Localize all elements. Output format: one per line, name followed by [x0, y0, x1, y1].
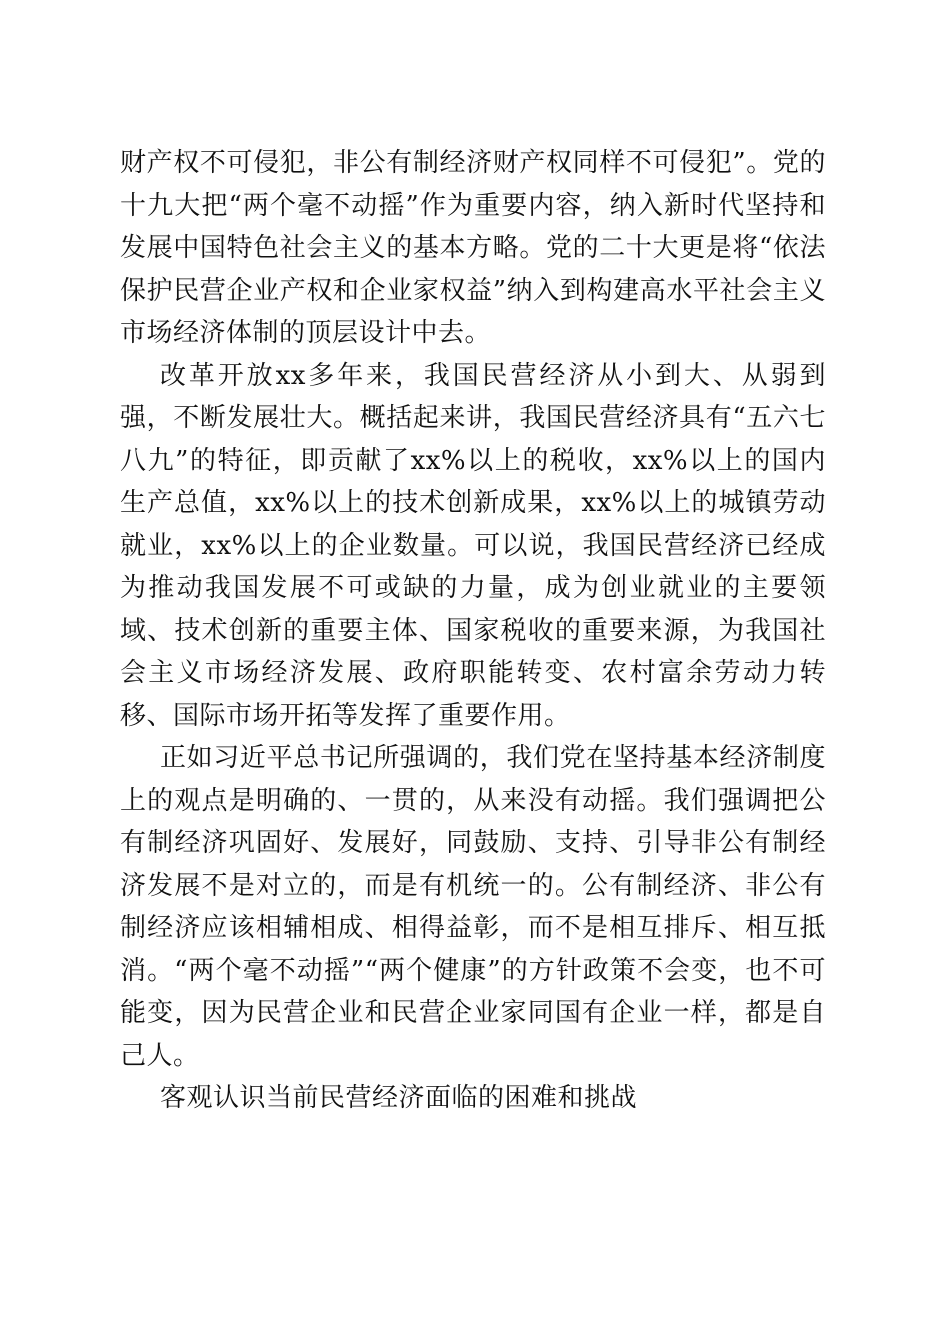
paragraph-private-economy-contribution: 改革开放xx多年来，我国民营经济从小到大、从弱到强，不断发展壮大。概括起来讲，我国民营经济具有“五六七八九”的特征，即贡献了xx%以上的税收，xx%以上的国内生产总值，xx%以上的技术创新成果，xx%以上的城镇劳动就业，xx%以上的企业数量。可以说，我国民营经济已经成为推动我国发展不可或缺的力量，成为创业就业的主要领域、技术创新的重要主体、国家税收的重要来源，为我国社会主义市场经济发展、政府职能转变、农村富余劳动力转移、国际市场开拓等发挥了重要作用。	[120, 360, 826, 731]
paragraph-continuation: 财产权不可侵犯，非公有制经济财产权同样不可侵犯”。党的十九大把“两个毫不动摇”作为重要内容，纳入新时代坚持和发展中国特色社会主义的基本方略。党的二十大更是将“依法保护民营企业产权和企业家权益”纳入到构建高水平社会主义市场经济体制的顶层设计中去。	[120, 148, 826, 348]
document-body	[120, 142, 826, 1120]
paragraph-basic-economic-system: 正如习近平总书记所强调的，我们党在坚持基本经济制度上的观点是明确的、一贯的，从来没有动摇。我们强调把公有制经济巩固好、发展好，同鼓励、支持、引导非公有制经济发展不是对立的，而是有机统一的。公有制经济、非公有制经济应该相辅相成、相得益彰，而不是相互排斥、相互抵消。“两个毫不动摇”“两个健康”的方针政策不会变，也不可能变，因为民营企业和民营企业家同国有企业一样，都是自己人。	[120, 743, 826, 1071]
section-heading-challenges: 客观认识当前民营经济面临的困难和挑战	[160, 1083, 638, 1113]
